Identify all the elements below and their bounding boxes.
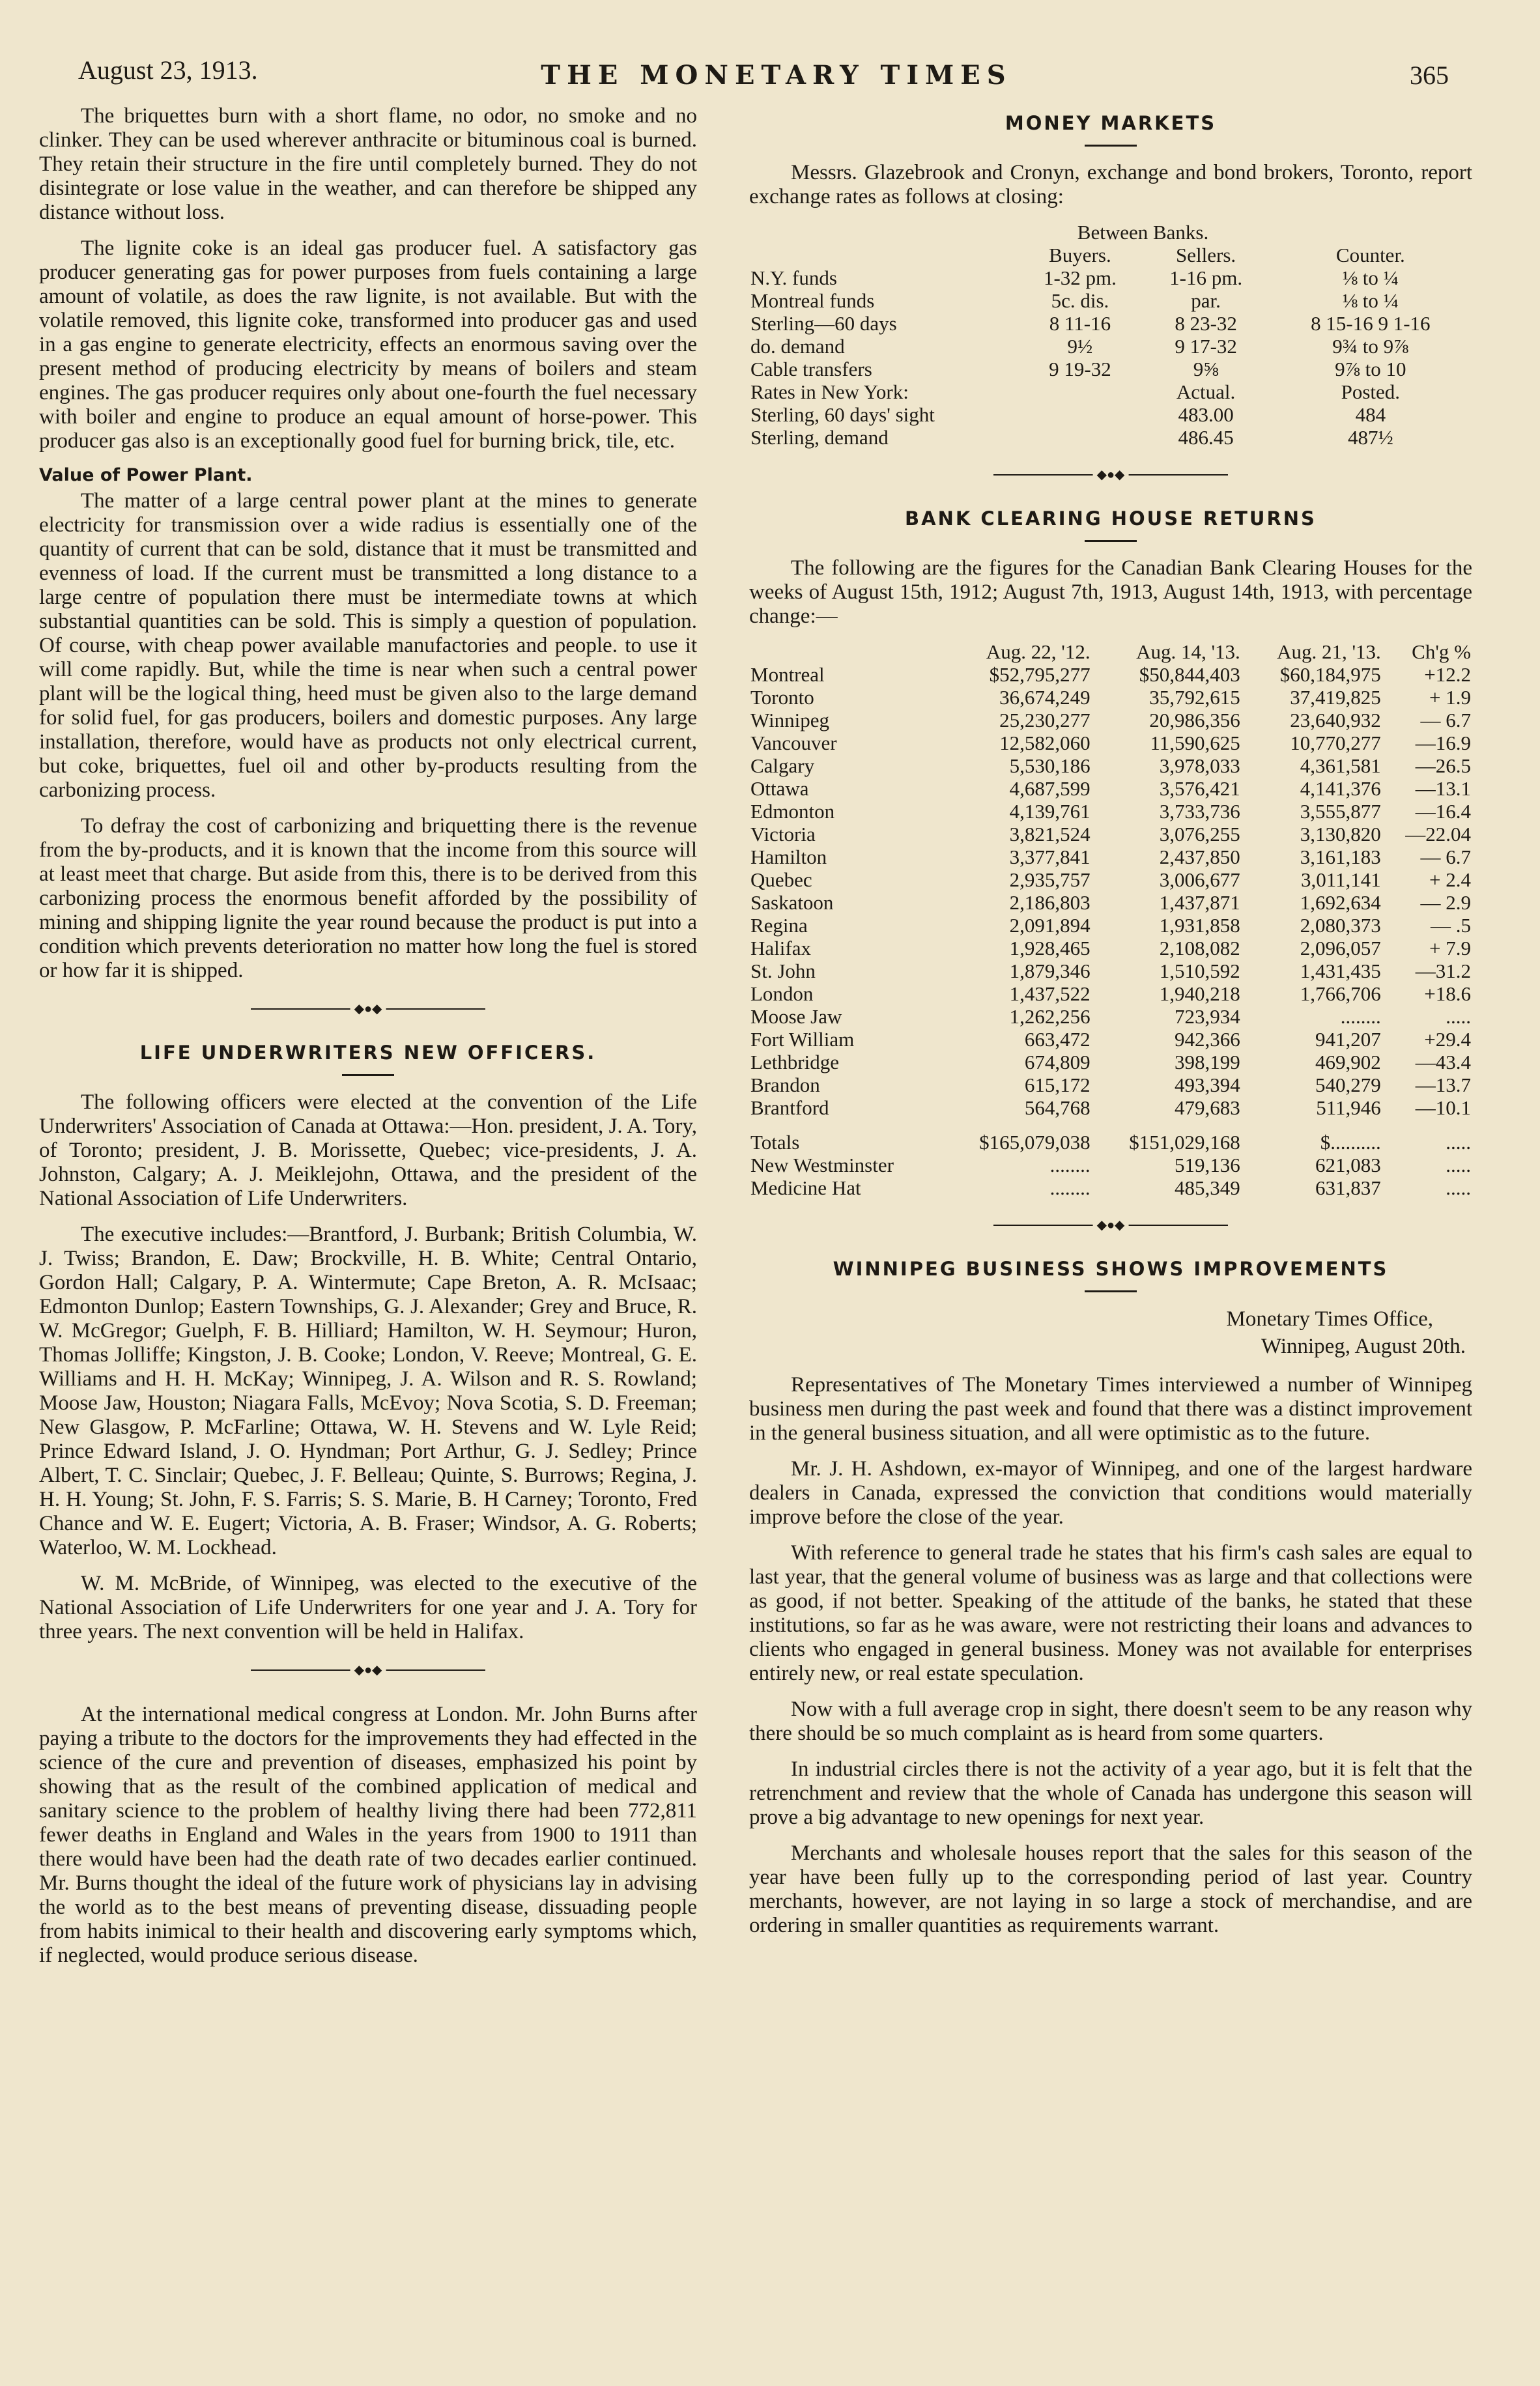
clearing-value: 1,431,435 <box>1300 959 1381 982</box>
counter-value: 8 15-16 9 1-16 <box>1311 312 1431 335</box>
clearing-value: 37,419,825 <box>1290 686 1381 709</box>
table-row <box>749 800 1472 823</box>
place-dateline: Winnipeg, August 20th. <box>1261 1335 1466 1358</box>
clearing-value: 519,136 <box>1175 1154 1240 1176</box>
left-column <box>39 104 697 1980</box>
column-header: Aug. 14, '13. <box>1136 640 1240 663</box>
clearing-value: $.......... <box>1320 1131 1381 1154</box>
table-row <box>749 754 1472 777</box>
table-row <box>749 1154 1472 1176</box>
clearing-value: $50,844,403 <box>1139 663 1240 686</box>
clearing-value: 621,083 <box>1315 1154 1381 1176</box>
clearing-value: 493,394 <box>1175 1073 1240 1096</box>
table-row <box>749 709 1472 731</box>
city-name: Lethbridge <box>750 1051 840 1073</box>
table-row <box>749 959 1472 982</box>
heading-rule <box>1085 1290 1137 1292</box>
city-name: Quebec <box>750 868 812 891</box>
clearing-value: 4,361,581 <box>1300 754 1381 777</box>
clearing-value: 3,978,033 <box>1159 754 1240 777</box>
clearing-value: 942,366 <box>1175 1028 1240 1051</box>
row-label: Montreal funds <box>750 289 875 312</box>
sellers-value: 9 17-32 <box>1175 335 1237 358</box>
table-row <box>749 1051 1472 1073</box>
percent-change: ..... <box>1446 1005 1471 1028</box>
column-header: Aug. 21, '13. <box>1277 640 1381 663</box>
buyers-value: 9 19-32 <box>1049 358 1111 380</box>
clearing-value: 469,902 <box>1315 1051 1381 1073</box>
percent-change: —13.7 <box>1415 1073 1471 1096</box>
heading-rule <box>1085 540 1137 542</box>
clearing-value: 663,472 <box>1024 1028 1091 1051</box>
clearing-value: $60,184,975 <box>1279 663 1381 686</box>
clearing-value: $165,079,038 <box>979 1131 1091 1154</box>
counter-header: Counter. <box>1335 244 1405 266</box>
clearing-value: 1,931,858 <box>1159 914 1240 937</box>
section-ornament: ◆●◆ <box>251 1664 485 1677</box>
clearing-value: 1,437,522 <box>1009 982 1091 1005</box>
publication-title: THE MONETARY TIMES <box>541 60 1012 91</box>
clearing-value: 23,640,932 <box>1290 709 1381 731</box>
clearing-value: 4,141,376 <box>1300 777 1381 800</box>
clearing-value: 2,096,057 <box>1300 937 1381 959</box>
section-ornament: ◆●◆ <box>251 1002 485 1015</box>
sellers-header: Sellers. <box>1176 244 1236 266</box>
clearing-value: 20,986,356 <box>1149 709 1240 731</box>
clearing-value: 3,006,677 <box>1159 868 1240 891</box>
winnipeg-paragraph: Now with a full average crop in sight, there doesn't seem to be any reason why there should be so much complaint as is heard from some quarters. <box>749 1697 1472 1745</box>
buyers-value: 1-32 pm. <box>1043 266 1117 289</box>
actual-value: 483.00 <box>1178 403 1234 426</box>
buyers-value: 8 11-16 <box>1049 312 1111 335</box>
city-name: Saskatoon <box>750 891 834 914</box>
clearing-value: 398,199 <box>1175 1051 1240 1073</box>
clearing-value: 941,207 <box>1315 1028 1381 1051</box>
city-name: Montreal <box>750 663 825 686</box>
counter-value: 9⅞ to 10 <box>1335 358 1406 380</box>
clearing-value: 540,279 <box>1315 1073 1381 1096</box>
city-name: Moose Jaw <box>750 1005 842 1028</box>
clearing-value: 36,674,249 <box>999 686 1091 709</box>
life-underwriters-heading: LIFE UNDERWRITERS NEW OFFICERS. <box>139 1042 597 1064</box>
percent-change: +29.4 <box>1424 1028 1471 1051</box>
city-name: London <box>750 982 814 1005</box>
counter-value: ⅛ to ¼ <box>1342 289 1399 312</box>
percent-change: ..... <box>1446 1176 1471 1199</box>
city-name: Ottawa <box>750 777 809 800</box>
city-name: Fort William <box>750 1028 855 1051</box>
table-row <box>749 891 1472 914</box>
clearing-value: 3,161,183 <box>1300 845 1381 868</box>
table-row <box>749 982 1472 1005</box>
table-row <box>749 1005 1472 1028</box>
city-name: Winnipeg <box>750 709 830 731</box>
clearing-value: ........ <box>1049 1154 1091 1176</box>
clearing-value: 1,766,706 <box>1300 982 1381 1005</box>
table-row <box>749 731 1472 754</box>
city-name: Victoria <box>750 823 816 845</box>
posted-value: 487½ <box>1347 426 1393 449</box>
clearing-value: ........ <box>1340 1005 1381 1028</box>
clearing-value: 479,683 <box>1175 1096 1240 1119</box>
table-row <box>749 1176 1472 1199</box>
table-row <box>749 823 1472 845</box>
percent-change: — .5 <box>1431 914 1471 937</box>
clearing-value: 1,928,465 <box>1009 937 1091 959</box>
table-row <box>749 868 1472 891</box>
city-name: Brantford <box>750 1096 829 1119</box>
row-label: Sterling—60 days <box>750 312 897 335</box>
new-york-rates-label: Rates in New York: <box>750 380 909 403</box>
city-name: Toronto <box>750 686 814 709</box>
clearing-value: 2,186,803 <box>1009 891 1091 914</box>
percent-change: ..... <box>1446 1154 1471 1176</box>
right-column <box>749 104 1472 1950</box>
table-row <box>749 937 1472 959</box>
clearing-house-table <box>749 640 1472 1199</box>
clearing-value: ........ <box>1049 1176 1091 1199</box>
clearing-value: 5,530,186 <box>1009 754 1091 777</box>
clearing-value: 3,821,524 <box>1009 823 1091 845</box>
counter-value: 9¾ to 9⅞ <box>1332 335 1409 358</box>
table-row <box>749 358 1472 380</box>
section-ornament: ◆●◆ <box>993 468 1228 481</box>
medical-congress-paragraph: At the international medical congress at London. Mr. John Burns after paying a tribute to the doctors for the improvements they had effected in the science of the cure and prevention of diseases, emphasized his point by showing that as the result of the combined application of medical and sanitary science to the problem of healthy living there had been 772,811 fewer deaths in England and Wales in the years from 1900 to 1911 than there would have been had the death rate of two decades earlier continued. Mr. Burns thought the ideal of the future work of physicians lay in advising the world as to the best means of preventing disease, dissuading people from habits inimical to their health and discovering early symptoms which, if neglected, would produce serious disease. <box>39 1703 697 1967</box>
percent-change: —16.9 <box>1415 731 1471 754</box>
clearing-value: $151,029,168 <box>1129 1131 1240 1154</box>
city-name: New Westminster <box>750 1154 894 1176</box>
percent-change: +18.6 <box>1424 982 1471 1005</box>
percent-change: —22.04 <box>1405 823 1471 845</box>
city-name: Brandon <box>750 1073 820 1096</box>
clearing-value: 511,946 <box>1316 1096 1381 1119</box>
row-label: Cable transfers <box>750 358 872 380</box>
clearing-value: 2,108,082 <box>1159 937 1240 959</box>
briquettes-paragraph: The briquettes burn with a short flame, no odor, no smoke and no clinker. They can be used wherever anthracite or bituminous coal is burned. They retain their structure in the fire until completely burned. They do not disintegrate or lose value in the weather, and can therefore be shipped any distance without loss. <box>39 104 697 224</box>
table-row <box>749 845 1472 868</box>
table-row <box>749 403 1472 426</box>
clearing-value: 2,091,894 <box>1009 914 1091 937</box>
page-number: 365 <box>1410 61 1449 90</box>
clearing-value: 3,130,820 <box>1300 823 1381 845</box>
clearing-value: 1,692,634 <box>1300 891 1381 914</box>
table-row <box>749 914 1472 937</box>
city-name: Edmonton <box>750 800 835 823</box>
clearing-value: 25,230,277 <box>999 709 1091 731</box>
percent-change: + 2.4 <box>1429 868 1471 891</box>
life-executive-paragraph: The executive includes:—Brantford, J. Burbank; British Columbia, W. J. Twiss; Brandon, E. Daw; Brockville, H. B. White; Central Ontario, Gordon Hall; Calgary, P. A. Wintermute; Cape Breton, A. R. McIsaac; Edmonton Dunlop; Eastern Townships, G. J. Alexander; Grey and Bruce, R. W. McGregor; Guelph, F. B. Hilliard; Hamilton, W. H. Seymour; Huron, Thomas Jolliffe; Kingston, J. B. Cooke; London, V. Reeve; Montreal, G. E. Williams and H. H. McKay; Winnipeg, J. A. Wilson and R. S. Rowland; Moose Jaw, Houston; Niagara Falls, McEvoy; Nova Scotia, S. D. Freeman; New Glasgow, P. McFarline; Ottawa, W. H. Stevens and W. Lyle Reid; Prince Edward Island, J. O. Hyndman; Port Arthur, G. J. Sedley; Prince Albert, T. C. Sinclair; Quebec, J. F. Belleau; Quinte, S. Burrows; Regina, J. H. H. Young; St. John, F. S. Farris; S. S. Marie, B. H Carney; Toronto, Fred Chance and W. E. Eugert; Victoria, A. B. Fraser; Windsor, A. G. Roberts; Waterloo, W. M. Lockhead. <box>39 1223 697 1559</box>
lignite-coke-paragraph: The lignite coke is an ideal gas producer fuel. A satisfactory gas producer generating gas for power purposes from fuels containing a large amount of volatile, as does the raw lignite, is not available. But with the volatile removed, this lignite coke, transformed into producer gas and used in a gas engine to generate electricity, effects an enormous saving over the present method of producing electricity by means of boilers and steam engines. The gas producer requires only about one-fourth the fuel necessary with boiler and engine to produce an equal amount of horse-power. This producer gas also is an exceptionally good fuel for burning brick, tile, etc. <box>39 236 697 453</box>
table-row <box>749 777 1472 800</box>
table-row <box>749 1096 1472 1119</box>
power-plant-paragraph: The matter of a large central power plant at the mines to generate electricity for transmission over a wide radius is essentially one of the quantity of current that can be sold, distance that it must be transmitted and evenness of load. If the current must be transmitted a long distance to a large centre of population there must be intermediate towns at which substantial quantities can be sold. This is simply a question of population. Of course, with cheap power available manufactories and people. to use it will come rapidly. But, while the time is near when such a central power plant will be the logical thing, heed must be given also to the large demand for solid fuel, for gas producers, boilers and domestic purposes. Any large installation, therefore, would have as products not only electrical current, but coke, briquettes, fuel oil and other by-products resulting from the carbonizing process. <box>39 489 697 802</box>
city-name: Regina <box>750 914 808 937</box>
posted-header: Posted. <box>1341 380 1401 403</box>
actual-header: Actual. <box>1176 380 1236 403</box>
clearing-value: 674,809 <box>1024 1051 1091 1073</box>
posted-value: 484 <box>1355 403 1386 426</box>
actual-value: 486.45 <box>1178 426 1234 449</box>
clearing-value: 485,349 <box>1175 1176 1240 1199</box>
row-label: do. demand <box>750 335 845 358</box>
winnipeg-business-heading: WINNIPEG BUSINESS SHOWS IMPROVEMENTS <box>833 1258 1389 1280</box>
clearing-value: 1,437,871 <box>1159 891 1240 914</box>
table-row <box>749 426 1472 449</box>
percent-change: —31.2 <box>1415 959 1471 982</box>
city-name: St. John <box>750 959 816 982</box>
clearing-value: 4,687,599 <box>1009 777 1091 800</box>
clearing-value: 11,590,625 <box>1150 731 1240 754</box>
clearing-value: 723,934 <box>1175 1005 1240 1028</box>
clearing-value: 4,139,761 <box>1009 800 1091 823</box>
row-label: Sterling, 60 days' sight <box>750 403 935 426</box>
buyers-value: 9½ <box>1067 335 1093 358</box>
table-row <box>749 1028 1472 1051</box>
winnipeg-paragraph: In industrial circles there is not the activity of a year ago, but it is felt that the retrenchment and review that the whole of Canada has undergone this season will prove a big advantage to new openings for next year. <box>749 1757 1472 1829</box>
column-header: Aug. 22, '12. <box>986 640 1091 663</box>
table-row <box>749 335 1472 358</box>
clearing-value: $52,795,277 <box>989 663 1091 686</box>
between-banks-label: Between Banks. <box>1077 221 1209 244</box>
city-name: Medicine Hat <box>750 1176 861 1199</box>
sellers-value: 8 23-32 <box>1175 312 1237 335</box>
clearing-value: 615,172 <box>1024 1073 1091 1096</box>
heading-rule <box>1085 145 1137 147</box>
power-plant-subheading: Value of Power Plant. <box>39 465 253 485</box>
city-name: Calgary <box>750 754 815 777</box>
section-ornament: ◆●◆ <box>993 1219 1228 1232</box>
sellers-value: par. <box>1191 289 1221 312</box>
percent-change: —16.4 <box>1415 800 1471 823</box>
exchange-rates-table <box>749 221 1472 449</box>
sellers-value: 1-16 pm. <box>1169 266 1243 289</box>
winnipeg-paragraph: Representatives of The Monetary Times interviewed a number of Winnipeg business men during the past week and found that there was a distinct improvement in the general business situation, and all were optimistic as to the future. <box>749 1373 1472 1445</box>
counter-value: ⅛ to ¼ <box>1342 266 1399 289</box>
row-label: Sterling, demand <box>750 426 889 449</box>
sellers-value: 9⅝ <box>1193 358 1219 380</box>
money-markets-heading: MONEY MARKETS <box>1005 112 1217 134</box>
life-mcbride-paragraph: W. M. McBride, of Winnipeg, was elected to the executive of the National Association of Life Underwriters for one year and J. A. Tory for three years. The next convention will be held in Halifax. <box>39 1572 697 1643</box>
percent-change: — 2.9 <box>1420 891 1471 914</box>
clearing-value: 564,768 <box>1024 1096 1091 1119</box>
percent-change: — 6.7 <box>1420 845 1471 868</box>
clearing-value: 12,582,060 <box>999 731 1091 754</box>
city-name: Halifax <box>750 937 811 959</box>
clearing-value: 2,080,373 <box>1300 914 1381 937</box>
city-name: Hamilton <box>750 845 827 868</box>
money-markets-intro: Messrs. Glazebrook and Cronyn, exchange and bond brokers, Toronto, report exchange rates as follows at closing: <box>749 161 1472 208</box>
bank-clearing-intro: The following are the figures for the Canadian Bank Clearing Houses for the weeks of August 15th, 1912; August 7th, 1913, August 14th, 1913, with percentage change:— <box>749 556 1472 628</box>
buyers-value: 5c. dis. <box>1051 289 1109 312</box>
percent-change: + 7.9 <box>1429 937 1471 959</box>
clearing-value: 3,076,255 <box>1159 823 1240 845</box>
percent-change: + 1.9 <box>1429 686 1471 709</box>
life-officers-paragraph: The following officers were elected at the convention of the Life Underwriters' Association of Canada at Ottawa:—Hon. president, J. A. Tory, of Toronto; president, J. B. Morissette, Quebec; vice-presidents, J. A. Johnston, Calgary; A. J. Meiklejohn, Ottawa, and the president of the National Association of Life Underwriters. <box>39 1090 697 1210</box>
clearing-value: 35,792,615 <box>1149 686 1240 709</box>
table-row <box>749 289 1472 312</box>
issue-date: August 23, 1913. <box>78 55 258 85</box>
table-row <box>749 312 1472 335</box>
percent-change: ..... <box>1446 1131 1471 1154</box>
percent-change: +12.2 <box>1424 663 1471 686</box>
clearing-value: 1,262,256 <box>1009 1005 1091 1028</box>
column-header: Ch'g % <box>1412 640 1471 663</box>
table-row <box>749 1073 1472 1096</box>
carbonizing-paragraph: To defray the cost of carbonizing and briquetting there is the revenue from the by-products, and it is known that the income from this source will at least meet that charge. But aside from this, there is to be derived from this carbonizing process the enormous benefit afforded by the possibility of mining and shipping lignite the year round because the product is put into a condition which prevents deterioration no matter how long the fuel is stored or how far it is shipped. <box>39 814 697 982</box>
clearing-value: 3,733,736 <box>1159 800 1240 823</box>
clearing-value: 3,555,877 <box>1300 800 1381 823</box>
clearing-value: 10,770,277 <box>1290 731 1381 754</box>
table-row <box>749 663 1472 686</box>
percent-change: —13.1 <box>1415 777 1471 800</box>
winnipeg-paragraph: Merchants and wholesale houses report that the sales for this season of the year have been fully up to the corresponding period of last year. Country merchants, however, are not laying in so large a stock of merchandise, and are ordering in smaller quantities as requirements warrant. <box>749 1841 1472 1937</box>
clearing-value: 1,510,592 <box>1159 959 1240 982</box>
clearing-value: 3,377,841 <box>1009 845 1091 868</box>
city-name: Vancouver <box>750 731 837 754</box>
percent-change: —10.1 <box>1415 1096 1471 1119</box>
table-row <box>749 266 1472 289</box>
table-row <box>749 1131 1472 1154</box>
row-label: N.Y. funds <box>750 266 837 289</box>
heading-rule <box>342 1074 394 1076</box>
clearing-value: 1,940,218 <box>1159 982 1240 1005</box>
percent-change: —26.5 <box>1415 754 1471 777</box>
clearing-value: 3,576,421 <box>1159 777 1240 800</box>
winnipeg-paragraph: With reference to general trade he states that his firm's cash sales are equal to last year, that the general volume of business was as large and that collections were as good, if not better. Speaking of the attitude of the banks, he stated that these institutions, so far as he was aware, were not restricting their loans and advances to clients who engaged in general business. Money was not available for enterprises entirely new, or real estate speculation. <box>749 1541 1472 1685</box>
clearing-value: 2,935,757 <box>1009 868 1091 891</box>
table-row <box>749 686 1472 709</box>
clearing-value: 631,837 <box>1315 1176 1381 1199</box>
clearing-value: 2,437,850 <box>1159 845 1240 868</box>
office-dateline: Monetary Times Office, <box>1226 1307 1433 1331</box>
buyers-header: Buyers. <box>1049 244 1111 266</box>
bank-clearing-heading: BANK CLEARING HOUSE RETURNS <box>905 507 1317 530</box>
percent-change: —43.4 <box>1415 1051 1471 1073</box>
city-name: Totals <box>750 1131 800 1154</box>
winnipeg-paragraph: Mr. J. H. Ashdown, ex-mayor of Winnipeg, and one of the largest hardware dealers in Canada, expressed the conviction that conditions would materially improve before the close of the year. <box>749 1457 1472 1529</box>
running-head <box>78 46 1475 104</box>
clearing-value: 3,011,141 <box>1300 868 1381 891</box>
clearing-value: 1,879,346 <box>1009 959 1091 982</box>
percent-change: — 6.7 <box>1420 709 1471 731</box>
